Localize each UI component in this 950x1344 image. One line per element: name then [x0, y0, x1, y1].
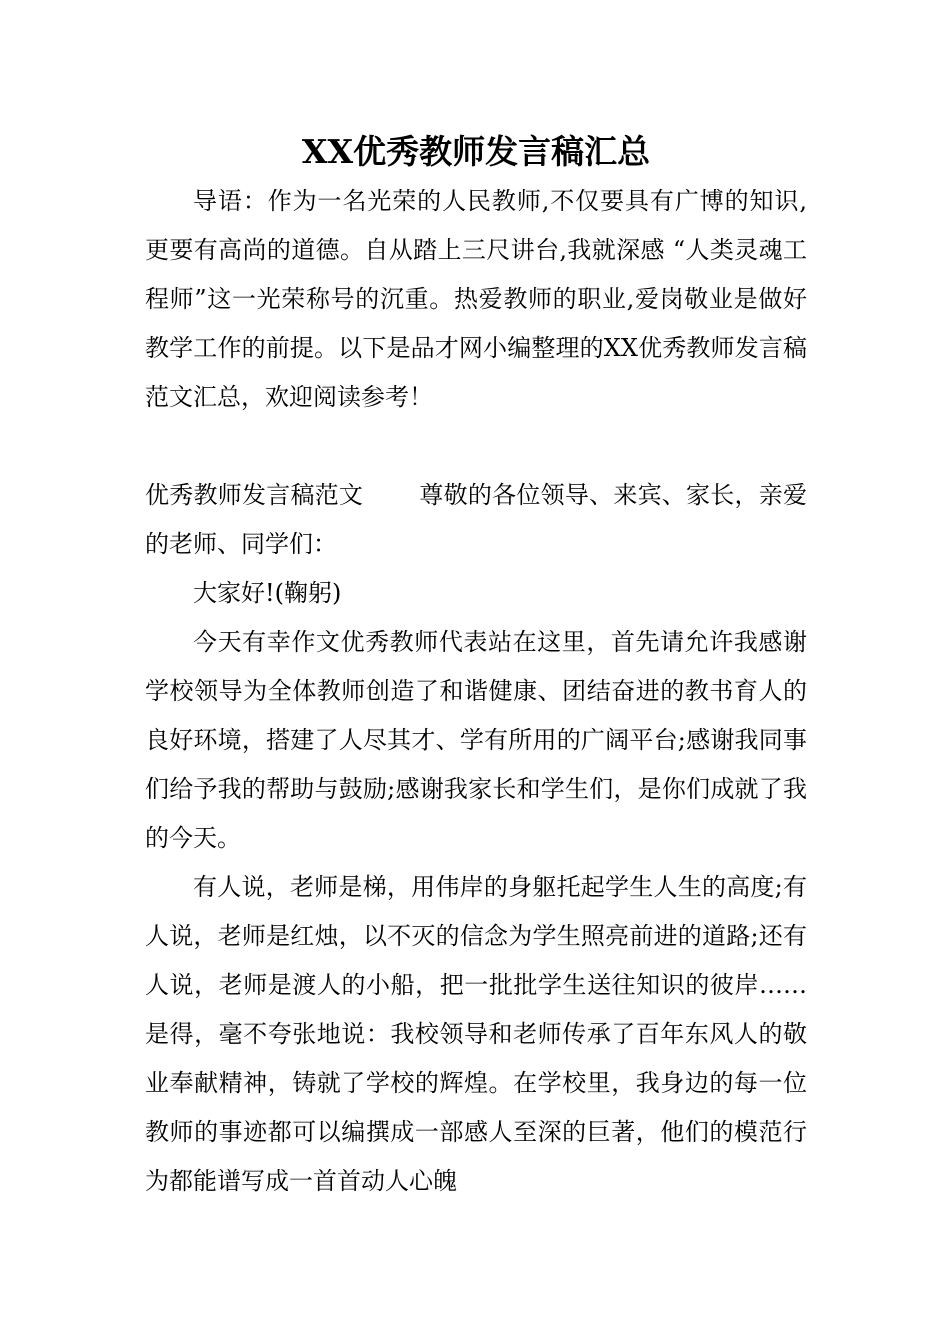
salutation: 尊敬的各位领导、来宾、家长，亲爱的老师、同学们：	[145, 481, 808, 558]
body-paragraph-2: 有人说，老师是梯，用伟岸的身躯托起学生人生的高度;有人说，老师是红烛，以不灭的信念为学生照亮前进的道路;还有人说，老师是渡人的小船，把一批批学生送往知识的彼岸……是得，毫不夸张地说：我校领导和老师传承了百年东风人的敬业奉献精神，铸就了学校的辉煌。在学校里，我身边的每一位教师的事迹都可以编撰成一部感人至深的巨著，他们的模范行为都能谱写成一首首动人心魄	[145, 873, 807, 1195]
document-title: XX优秀教师发言稿汇总	[301, 132, 651, 171]
section-heading-line	[145, 471, 807, 569]
document-page	[145, 128, 807, 1206]
body-paragraph-1: 今天有幸作文优秀教师代表站在这里，首先请允许我感谢学校领导为全体教师创造了和谐健康、团结奋进的教书育人的良好环境，搭建了人尽其才、学有所用的广阔平台;感谢我同事们给予我的帮助与鼓励;感谢我家长和学生们，是你们成就了我的今天。	[145, 628, 807, 852]
section-heading: 优秀教师发言稿范文	[145, 481, 364, 509]
intro-paragraph: 导语：作为一名光荣的人民教师,不仅要具有广博的知识,更要有高尚的道德。自从踏上三尺讲台,我就深感 “人类灵魂工程师”这一光荣称号的沉重。热爱教师的职业,爱岗敬业是做好教学工作的前提。以下是品才网小编整理的XX优秀教师发言稿范文汇总，欢迎阅读参考！	[145, 187, 807, 411]
paragraph-gap	[145, 422, 807, 471]
greeting: 大家好!(鞠躬)	[193, 579, 342, 607]
